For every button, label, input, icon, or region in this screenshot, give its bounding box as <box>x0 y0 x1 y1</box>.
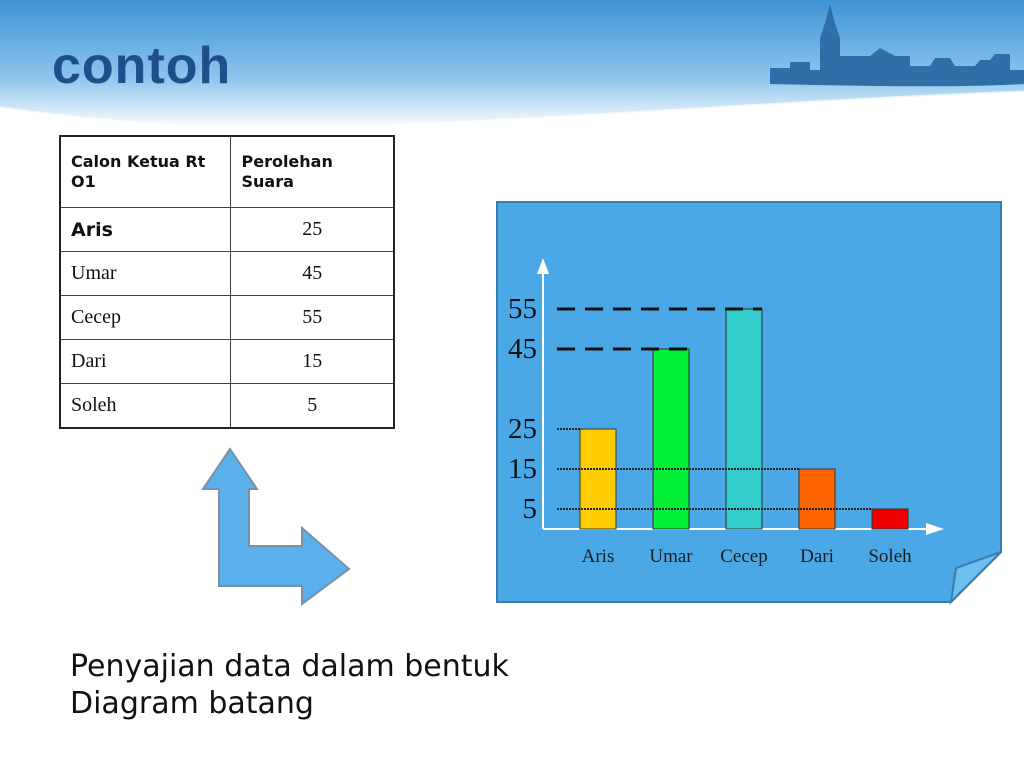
y-tick-label: 45 <box>508 333 537 365</box>
candidate-name: Soleh <box>60 384 231 429</box>
bar-umar <box>653 349 689 529</box>
vote-count: 5 <box>231 384 394 429</box>
table-row <box>60 296 394 340</box>
caption-line-2: Diagram batang <box>70 686 314 721</box>
table-header-votes: Perolehan Suara <box>231 136 394 208</box>
candidate-name: Cecep <box>60 296 231 340</box>
y-tick-label: 55 <box>508 293 537 325</box>
vote-count: 15 <box>231 340 394 384</box>
x-tick-label: Soleh <box>868 546 912 567</box>
x-tick-label: Aris <box>581 546 615 567</box>
vote-count: 55 <box>231 296 394 340</box>
bar-soleh <box>872 509 908 529</box>
vote-count: 45 <box>231 252 394 296</box>
x-tick-label: Cecep <box>720 546 768 567</box>
y-tick-label: 5 <box>522 493 537 525</box>
data-table <box>59 135 395 429</box>
bar-chart <box>495 200 1005 605</box>
candidate-name: Umar <box>60 252 231 296</box>
x-tick-label: Dari <box>800 546 834 567</box>
caption <box>70 648 509 722</box>
bar-dari <box>799 469 835 529</box>
candidate-name: Dari <box>60 340 231 384</box>
x-tick-label: Umar <box>649 546 693 567</box>
candidate-name: Aris <box>60 208 231 252</box>
page-title: contoh <box>52 37 232 95</box>
table-header-candidate: Calon Ketua Rt O1 <box>60 136 231 208</box>
vote-count: 25 <box>231 208 394 252</box>
table-row <box>60 208 394 252</box>
table-header-row <box>60 136 394 208</box>
y-tick-label: 15 <box>508 453 537 485</box>
table-row <box>60 340 394 384</box>
bar-aris <box>580 429 616 529</box>
bar-cecep <box>726 309 762 529</box>
table-row <box>60 252 394 296</box>
bent-arrow-icon <box>195 445 355 610</box>
table-row <box>60 384 394 429</box>
caption-line-1: Penyajian data dalam bentuk <box>70 649 509 684</box>
y-tick-label: 25 <box>508 413 537 445</box>
